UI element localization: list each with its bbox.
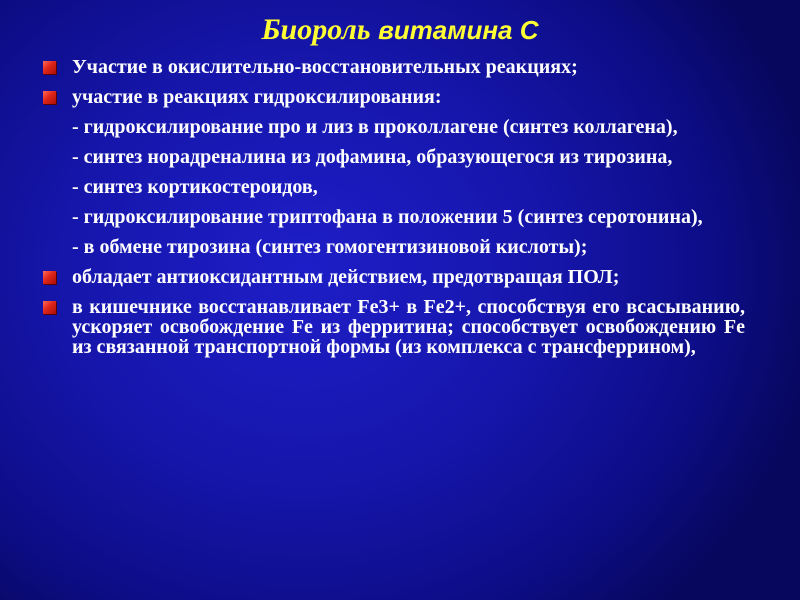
list-item-antioxidant [43, 267, 745, 287]
list-item-text: Участие в окислительно-восстановительных реакциях; [72, 56, 578, 78]
sub-item-tryptophan [43, 207, 745, 227]
list-item-hydroxylation [43, 87, 745, 107]
sub-item-tyrosine [43, 237, 745, 257]
sub-item-text: - синтез норадреналина из дофамина, образующегося из тирозина, [72, 146, 673, 168]
bullet-list [43, 57, 745, 367]
title-part-vitamin-c: витамина С [378, 15, 539, 45]
list-item-text: обладает антиоксидантным действием, предотвращая ПОЛ; [72, 266, 620, 288]
sub-item-text: - синтез кортикостероидов, [72, 176, 318, 198]
list-item-redox [43, 57, 745, 77]
sub-item-text: - гидроксилирование триптофана в положении 5 (синтез серотонина), [72, 206, 703, 228]
title-part-biorole: Биороль [261, 13, 371, 46]
square-bullet-icon [43, 91, 56, 104]
sub-item-text: - в обмене тирозина (синтез гомогентизиновой кислоты); [72, 236, 588, 258]
sub-item-corticosteroids [43, 177, 745, 197]
list-item-text: участие в реакциях гидроксилирования: [72, 86, 442, 108]
square-bullet-icon [43, 271, 56, 284]
square-bullet-icon [43, 61, 56, 74]
sub-item-text: - гидроксилирование про и лиз в проколлагене (синтез коллагена), [72, 116, 678, 138]
square-bullet-icon [43, 301, 56, 314]
list-item-iron [43, 297, 745, 357]
slide-title [0, 12, 800, 48]
list-item-text: в кишечнике восстанавливает Fe3+ в Fe2+, способствуя его всасыванию, ускоряет освобождение Fe из ферритина; способствует освобождению Fe из связанной транспортной формы (из комплекса с трансферрином), [72, 296, 745, 358]
sub-item-collagen [43, 117, 745, 137]
sub-item-noradrenaline [43, 147, 745, 167]
